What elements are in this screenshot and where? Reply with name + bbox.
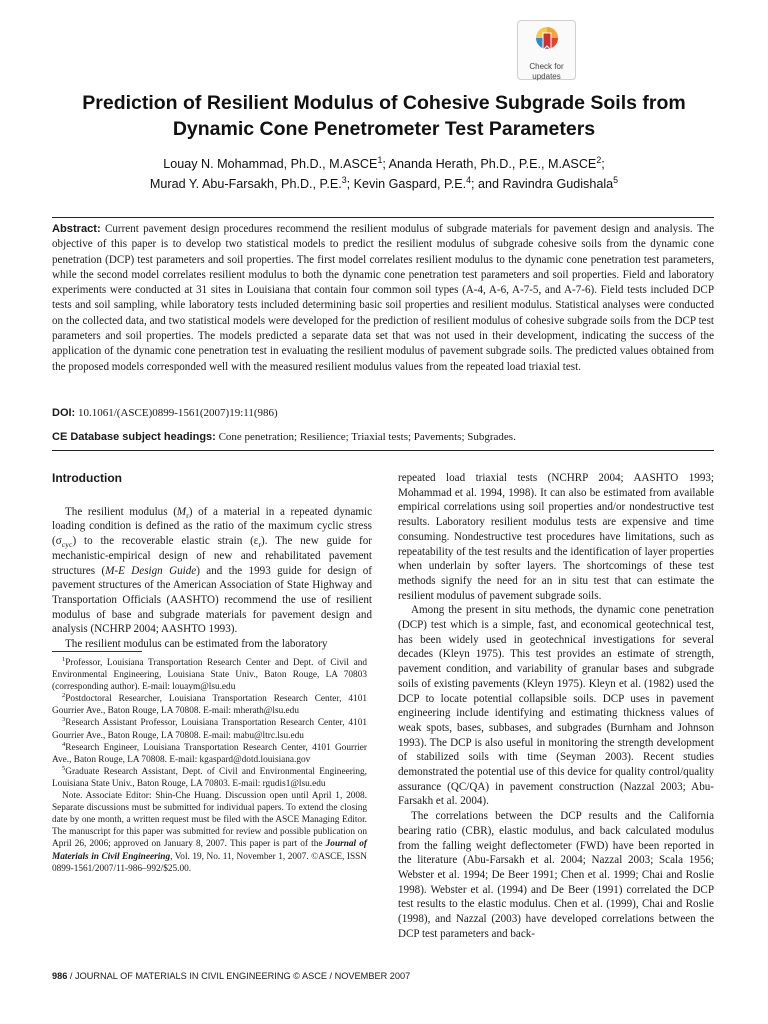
check-for-updates-badge[interactable] [517,20,576,80]
footnote-text: Graduate Research Assistant, Dept. of Civil and Environmental Engineering, Louisiana State Univ., Baton Rouge, LA 70803. E-mail: rgudis1@lsu.edu [52,766,367,789]
footnote-text: Research Assistant Professor, Louisiana Transportation Research Center, 4101 Gourrier Ave., Baton Rouge, LA 70808. E-mail: mabu@ltrc.lsu.edu [52,718,367,741]
page-number: 986 [52,971,68,981]
footnote-2 [52,693,367,717]
author-separator: ; [601,157,605,171]
body-paragraph-dcp: Among the present in situ methods, the dynamic cone penetration (DCP) test which is a simple, fast, and economical geotechnical test, has been widely used in geotechnical investigations for several decades (Kleyn 1975). This test provides an estimate of strength, pavement condition, and variability of granular bases and subgrade soils of existing pavements (Kleyn 1975). Kleyn et al. (1982) used the DCP to locate potential collapsible soils. DCP uses in pavement engineering include identifying and estimating thickness values of weak spots, bases, subbases, and subgrades (Burnham and Johnson 1993). The DCP is also useful in monitoring the strength development of stabilized soils with time (Seyman 2003). Recent studies demonstrated the potential use of this device for quality control/quality assurance (QC/QA) in pavement construction (Nazzal 2003; Abu-Farsakh et al. 2004). [398,604,714,808]
subject-headings-label: CE Database subject headings: [52,431,216,443]
footnote-mark: 3 [62,716,66,724]
author-name: ; Kevin Gaspard, P.E. [346,177,467,191]
footnote-1 [52,657,367,693]
symbol-epsilon: ε [253,535,259,548]
page-footer [52,971,410,981]
abstract-label: Abstract: [52,223,101,235]
abstract-text: Current pavement design procedures recommend the resilient modulus of subgrade materials for pavement design and analysis. The objective of this paper is to develop two statistical models to predict the resilient modulus of subgrade cohesive soils from the dynamic cone penetration (DCP) test parameters and soil properties. The first model correlates resilient modulus to the dynamic cone penetration test parameters, while the second model correlates resilient modulus to both the dynamic cone penetration test parameters and soil properties. Field and laboratory experiments were conducted at 31 sites in Louisiana that contain four common soil types (A-4, A-6, A-7-5, and A-7-6). Field tests included DCP tests and soil sampling, while laboratory tests included determining basic soil properties and resilient modulus. Statistical analyses were conducted on the collected data, and two statistical models were developed for the prediction of resilient modulus of cohesive subgrade soils from the DCP test parameters and soil properties. The models predicted a separate data set that was not used in their development, indicating the success of the application of the dynamic cone penetration test in evaluating the resilient modulus of pavement subgrade soils. The predicted values obtained from the proposed models corresponded well with the measured resilient modulus values from the repeated load triaxial test. [52,223,714,373]
editorial-note [52,790,367,875]
left-column [52,471,372,652]
author-footnote-mark: 1 [377,154,383,165]
footnote-text: Professor, Louisiana Transportation Research Center and Dept. of Civil and Environmental Engineering, Louisiana State Univ., Baton Rouge, LA 70803 (corresponding author). E-mail: louaym@lsu.edu [52,658,367,693]
author-name: Murad Y. Abu-Farsakh, Ph.D., P.E. [149,177,342,191]
symbol-subscript: r [186,510,189,520]
doi-label: DOI: [52,407,76,419]
right-column [398,471,714,942]
symbol-sigma: σ [55,535,62,548]
footnote-mark: 2 [62,692,66,700]
guide-title: M-E Design Guide [105,564,197,577]
footnote-5 [52,766,367,790]
footnotes [52,657,367,875]
author-list [40,154,728,194]
author-footnote-mark: 3 [341,174,347,185]
symbol-subscript: r [258,540,262,550]
footnote-text: Research Engineer, Louisiana Transportation Research Center, 4101 Gourrier Ave., Baton Rouge, LA 70808. E-mail: kgaspard@dotd.louisiana.gov [52,742,367,765]
intro-paragraph-1 [52,505,372,637]
text-run: The resilient modulus ( [65,505,177,518]
body-paragraph-continued: repeated load triaxial tests (NCHRP 2004; AASHTO 1993; Mohammad et al. 1994, 1998). It can also be estimated from available empirical correlations using soil properties and/or nondestructive test results. Laboratory resilient modulus tests are expensive and time consuming. Nondestructive test procedures have limitations, such as repeatability of the test results and the identification of layer properties when underlain by softer layers. The shortcomings of these test methods signify the need for an in situ test that can estimate the resilient modulus of pavement subgrade soils. [398,472,714,602]
author-name: ; and Ravindra Gudishala [471,177,614,191]
footnote-3 [52,717,367,741]
text-run: ) and the 1993 guide for design of pavement structures of the American Association of State Highway and Transportation Officials (AASHTO) recommend the use of resilient modulus of base and subgrade materials for pavement design and analysis (NCHRP 2004; AASHTO 1993). [52,564,372,636]
footnote-mark: 4 [62,740,66,748]
intro-paragraph-2: The resilient modulus can be estimated from the laboratory [65,638,328,651]
bookmark-ribbon-icon [534,26,560,56]
doi-value[interactable]: 10.1061/(ASCE)0899-1561(2007)19:11(986) [77,407,278,419]
footnote-mark: 1 [62,655,66,663]
author-name: Louay N. Mohammad, Ph.D., M.ASCE [163,157,378,171]
footnote-mark: 5 [62,764,66,772]
subject-headings-line [52,430,714,444]
footnote-rule [52,651,142,652]
spacer [52,486,372,505]
badge-text-line1: Check for [529,62,564,71]
top-divider [52,217,714,218]
doi-line [52,406,714,420]
subject-headings-value: Cone penetration; Resilience; Triaxial tests; Pavements; Subgrades. [218,431,516,443]
text-run: ). The new guide for mechanistic-empirical design of new and rehabilitated pavement structures ( [52,535,372,577]
note-text: , Vol. 19, No. 11, November 1, 2007. ©ASCE, ISSN 0899-1561/2007/11-986–992/$25.00. [52,851,367,874]
author-footnote-mark: 2 [596,154,602,165]
text-run: ) to the recoverable elastic strain ( [72,535,254,548]
symbol-subscript: cyc [61,540,73,550]
footnote-text: Postdoctoral Researcher, Louisiana Transportation Research Center, 4101 Gourrier Ave., Baton Rouge, LA 70808. E-mail: mherath@lsu.edu [52,694,367,717]
note-text: Note. Associate Editor: Shin-Che Huang. Discussion open until April 1, 2008. Separate discussions must be submitted for individual papers. To extend the closing date by one month, a written request must be filed with the ASCE Managing Editor. The manuscript for this paper was submitted for review and possible publication on April 26, 2006; approved on January 8, 2007. This paper is part of the [52,791,367,850]
footnote-4 [52,742,367,766]
section-heading-introduction: Introduction [52,471,122,485]
author-footnote-mark: 5 [613,174,619,185]
author-name: ; Ananda Herath, Ph.D., P.E., M.ASCE [382,157,597,171]
paper-title: Prediction of Resilient Modulus of Cohesive Subgrade Soils from Dynamic Cone Penetrometer Test Parameters [82,92,686,140]
text-run: ) of a material in a repeated dynamic loading condition is defined as the ratio of the maximum cyclic stress ( [52,505,372,548]
symbol-mr: M [176,505,187,518]
running-footer: / JOURNAL OF MATERIALS IN CIVIL ENGINEERING © ASCE / NOVEMBER 2007 [67,971,411,981]
badge-text-line2: updates [532,72,561,81]
journal-name: Journal of Materials in Civil Engineering [52,839,367,862]
author-footnote-mark: 4 [466,174,472,185]
body-paragraph-correlations: The correlations between the DCP results and the California bearing ratio (CBR), elastic modulus, and back calculated modulus from the falling weight deflectometer (FWD) have been reported in the literature (Abu-Farsakh et al. 2004; Nazzal 2003; Scala 1956; Webster et al. 1994; De Beer 1991; Chen et al. 1999; Chai and Roslie 1998). Webster et al. (1994) and De Beer (1991) correlated the DCP test results to the elastic modulus. Chen et al. (1999), Chai and Roslie (1998), and Nazzal (2003) have developed correlations between the DCP test parameters and back- [398,810,714,940]
bottom-divider [52,450,714,451]
abstract [52,222,714,375]
